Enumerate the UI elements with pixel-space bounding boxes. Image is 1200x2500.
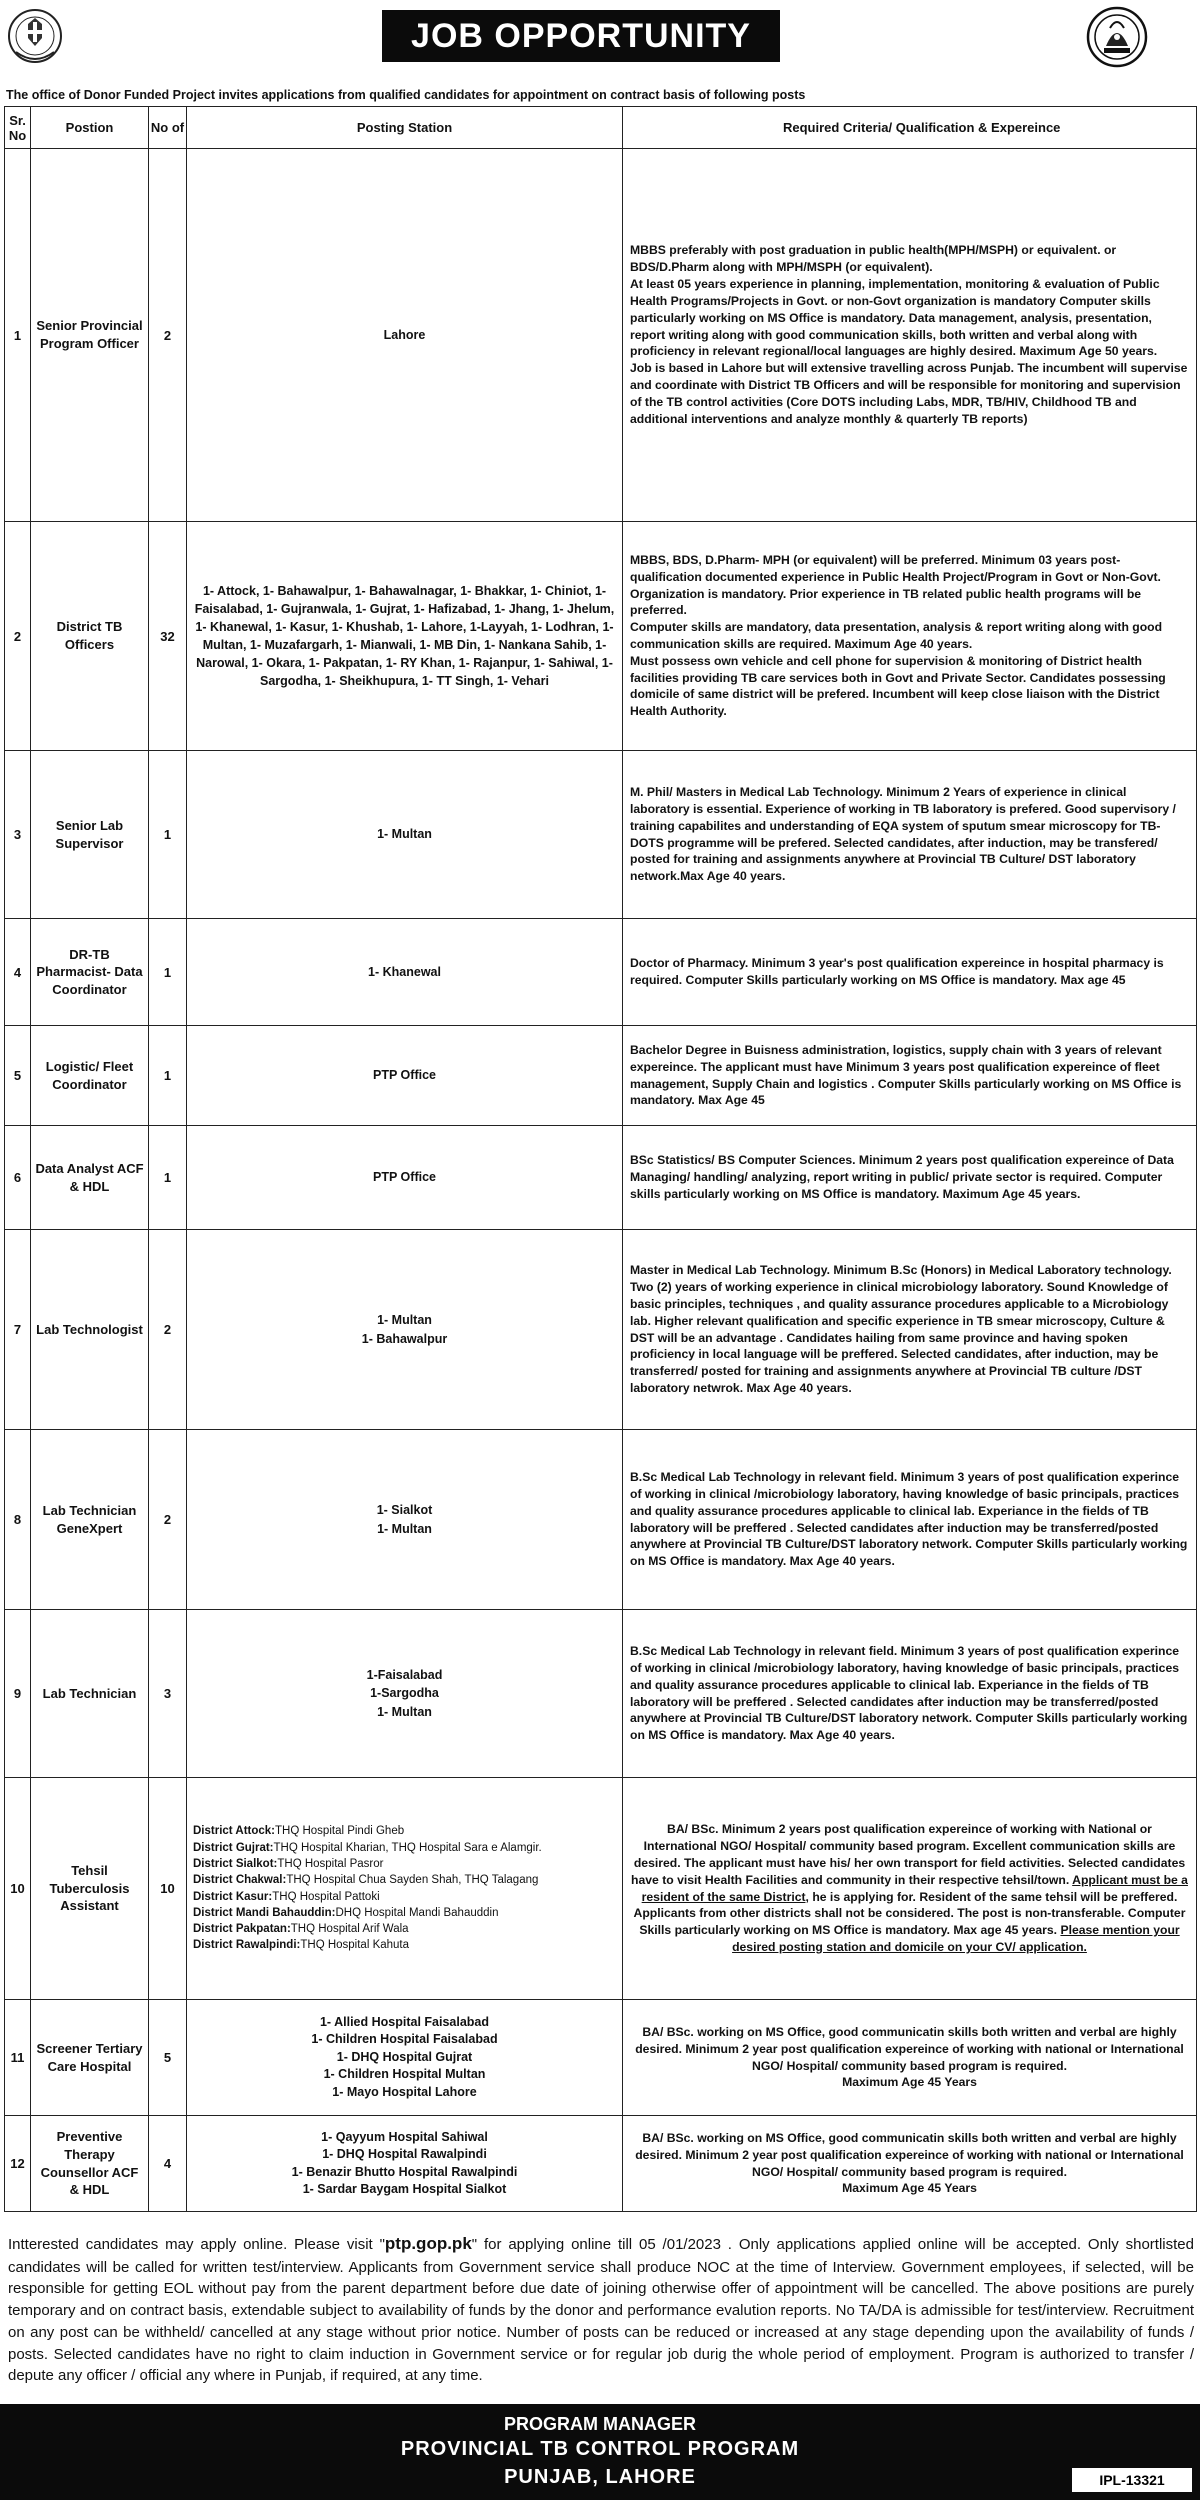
row-sr: 5 xyxy=(5,1026,31,1126)
station-line: 1- Multan xyxy=(377,1521,432,1536)
station-place: THQ Hospital Pindi Gheb xyxy=(275,1825,405,1838)
row-num-posts: 32 xyxy=(149,522,187,751)
row-num-posts: 5 xyxy=(149,2000,187,2116)
row-position: Senior Provincial Program Officer xyxy=(31,149,149,522)
apply-url-link[interactable]: ptp.gop.pk xyxy=(384,2234,472,2253)
instructions-text-after: " for applying online till 05 /01/2023 . Only applications applied online will be accepted. Only shortlisted candidates will be called for written test/interview. Applicants from Government service shall produce NOC at the time of Interview. Government employees, if selected, will be responsible for getting EOL without pay from the parent department before due date of joining otherwise offer of appointment will be cancelled. The above positions are purely temporary and on contract basis, extendable subject to availability of funds by the donor and performance evalution reports. No TA/DA is admissible for test/interview. Recruitment on any post can be withheld/ cancelled at any stage without prior notice. Number of posts can be reduced or increased at any stage depending upon the availability of funds / posts. Selected candidates have no right to claim induction in Government service or for regular job durig the whole period of employment. Program is authorized to transfer / depute any officer / official any where in Punjab, if required, at any time. xyxy=(8,2236,1194,2385)
row-sr: 1 xyxy=(5,149,31,522)
station-line: 1- Qayyum Hospital Sahiwal xyxy=(321,2129,488,2144)
table-row xyxy=(5,149,1197,522)
row-criteria xyxy=(623,751,1197,919)
row-num-posts: 1 xyxy=(149,919,187,1026)
station-item xyxy=(193,1823,616,1839)
tb-program-emblem-icon xyxy=(6,6,64,68)
row-station xyxy=(187,1778,623,2000)
row-position: Logistic/ Fleet Coordinator xyxy=(31,1026,149,1126)
station-line: 1- DHQ Hospital Rawalpindi xyxy=(322,2147,487,2161)
criteria-text: BA/ BSc. Minimum 2 years post qualification expereince of working with National or International NGO/ Hospital/ community based program. Excellent communication skills are desired. The applicant must have his/ her own transport for field activities. Selected candidates have to visit Health Facilities and community in their respective tehsil/town. xyxy=(631,1822,1186,1887)
row-sr: 3 xyxy=(5,751,31,919)
footer-program-name: PROVINCIAL TB CONTROL PROGRAM xyxy=(400,2438,800,2460)
footer-bar xyxy=(0,2404,1200,2500)
row-sr: 7 xyxy=(5,1230,31,1430)
row-criteria xyxy=(623,1126,1197,1230)
row-num-posts: 2 xyxy=(149,1230,187,1430)
station-district: District Attock: xyxy=(193,1825,275,1838)
row-station xyxy=(187,1230,623,1430)
station-district: District Chakwal: xyxy=(193,1874,287,1887)
station-item xyxy=(193,1840,616,1856)
row-criteria xyxy=(623,919,1197,1026)
station-line: 1- Multan xyxy=(377,1313,432,1328)
row-station xyxy=(187,1610,623,1778)
criteria-paragraph: B.Sc Medical Lab Technology in relevant field. Minimum 3 years of post qualification experince of working in clinical /microbiology laboratory, having knowledge of basic principals, practices and quality assurance procedures applicable to clinical lab. Experiance in the fields of TB laboratory will be preffered . Selected candidates after induction may be transferred/posted anywhere at Provincial TB Culture/DST laboratory network. Computer Skills particularly working on MS Office is mandatory. Max Age 40 years. xyxy=(630,1644,1188,1743)
row-num-posts: 2 xyxy=(149,149,187,522)
station-line: 1- Children Hospital Faisalabad xyxy=(311,2032,498,2047)
table-row xyxy=(5,751,1197,919)
station-item xyxy=(193,1937,616,1953)
row-criteria xyxy=(623,2116,1197,2212)
criteria-paragraph: MBBS preferably with post graduation in public health(MPH/MSPH) or equivalent. or BDS/D.Pharm along with MPH/MSPH (or equivalent). xyxy=(630,243,1117,275)
station-district: District Gujrat: xyxy=(193,1841,274,1854)
station-line: 1-Faisalabad xyxy=(366,1668,443,1683)
station-line: 1- Children Hospital Multan xyxy=(323,2067,486,2082)
row-sr: 2 xyxy=(5,522,31,751)
table-row xyxy=(5,2116,1197,2212)
row-sr: 10 xyxy=(5,1778,31,2000)
station-district: District Rawalpindi: xyxy=(193,1939,301,1952)
station-item xyxy=(193,1921,616,1937)
station-item xyxy=(193,1889,616,1905)
row-position: DR-TB Pharmacist- Data Coordinator xyxy=(31,919,149,1026)
intro-text: The office of Donor Funded Project invites applications from qualified candidates for appointment on contract basis of following posts xyxy=(6,88,806,102)
row-num-posts: 10 xyxy=(149,1778,187,2000)
row-sr: 8 xyxy=(5,1430,31,1610)
row-sr: 9 xyxy=(5,1610,31,1778)
row-num-posts: 4 xyxy=(149,2116,187,2212)
job-table xyxy=(4,106,1197,2212)
criteria-paragraph: BA/ BSc. working on MS Office, good communicatin skills both written and verbal are highly desired. Minimum 2 year post qualification expereince of working with national or International NGO/ Hospital/ community based program is required. xyxy=(635,2130,1184,2179)
station-item xyxy=(193,1856,616,1872)
table-row xyxy=(5,1610,1197,1778)
criteria-paragraph: Maximum Age 45 Years xyxy=(842,2181,977,2196)
station-district: District Kasur: xyxy=(193,1890,273,1903)
row-criteria xyxy=(623,1610,1197,1778)
row-position: Data Analyst ACF & HDL xyxy=(31,1126,149,1230)
row-position: Lab Technician xyxy=(31,1610,149,1778)
criteria-paragraph: BA/ BSc. working on MS Office, good communicatin skills both written and verbal are highly desired. Minimum 2 year post qualification expereince of working with national or International NGO/ Hospital/ community based program is required. xyxy=(635,2024,1184,2073)
row-criteria xyxy=(623,1230,1197,1430)
table-row xyxy=(5,1778,1197,2000)
station-district: District Mandi Bahauddin: xyxy=(193,1906,336,1919)
table-row xyxy=(5,1126,1197,1230)
application-instructions xyxy=(8,2232,1194,2387)
station-place: THQ Hospital Kharian, THQ Hospital Sara e Alamgir. xyxy=(273,1841,542,1854)
row-station xyxy=(187,2000,623,2116)
station-line: 1- Multan xyxy=(377,1704,432,1719)
station-district: District Pakpatan: xyxy=(193,1923,291,1936)
station-item xyxy=(193,1905,616,1921)
station-line: 1- Benazir Bhutto Hospital Rawalpindi xyxy=(291,2164,518,2179)
criteria-paragraph: B.Sc Medical Lab Technology in relevant field. Minimum 3 years of post qualification experince of working in clinical /microbiology laboratory, having knowledge of basic principals, practices and quality assurance procedures applicable to clinical lab. Experiance in the fields of TB laboratory will be preffered . Selected candidates after induction may be transferred/posted anywhere at Provincial TB Culture/DST laboratory network. Computer Skills particularly working on MS Office is mandatory. Max Age 40 years. xyxy=(630,1470,1188,1569)
table-row xyxy=(5,919,1197,1026)
row-position: Lab Technologist xyxy=(31,1230,149,1430)
row-criteria xyxy=(623,522,1197,751)
row-station xyxy=(187,2116,623,2212)
criteria-paragraph: Must possess own vehicle and cell phone for supervision & monitoring of District health facilities providing TB care services both in Govt and Private Sector. Candidates possessing domicile of same district will be prefered. Incumbent will keep close liaison with the District Health Authority. xyxy=(630,653,1166,719)
criteria-paragraph: Bachelor Degree in Buisness administration, logistics, supply chain with 3 years of relevant expereince. The applicant must have Minimum 3 years post qualification expereince of fleet management, Supply Chain and logistics . Computer Skills particularly working on MS Office is mandatory. Max Age 45 xyxy=(630,1042,1182,1108)
row-sr: 12 xyxy=(5,2116,31,2212)
criteria-paragraph: MBBS, BDS, D.Pharm- MPH (or equivalent) will be preferred. Minimum 03 years post-qualification documented experience in Public Health Project/Program in Govt or Non-Govt. Organization is mandatory. Prior experience in TB related public health programs will be preferred. xyxy=(630,552,1161,618)
station-place: THQ Hospital Pasror xyxy=(277,1857,384,1870)
row-num-posts: 3 xyxy=(149,1610,187,1778)
row-position: Preventive Therapy Counsellor ACF & HDL xyxy=(31,2116,149,2212)
criteria-application-note: Please mention your desired posting station and domicile on your CV/ application. xyxy=(732,1923,1180,1954)
row-sr: 6 xyxy=(5,1126,31,1230)
page-title: JOB OPPORTUNITY xyxy=(382,10,780,62)
footer-location: PUNJAB, LAHORE xyxy=(504,2466,696,2488)
row-station: PTP Office xyxy=(187,1126,623,1230)
table-row xyxy=(5,2000,1197,2116)
station-place: THQ Hospital Chua Sayden Shah, THQ Talagang xyxy=(286,1874,539,1887)
table-row xyxy=(5,1230,1197,1430)
criteria-residency-note: Applicant must be a resident of the same District, xyxy=(641,1872,1188,1904)
table-row xyxy=(5,1026,1197,1126)
row-criteria xyxy=(623,1026,1197,1126)
row-sr: 4 xyxy=(5,919,31,1026)
station-line: 1-Sargodha xyxy=(370,1686,439,1701)
col-header-position: Postion xyxy=(31,107,149,149)
station-place: THQ Hospital Pattoki xyxy=(272,1890,380,1903)
criteria-text: he is applying for. Resident of the same tehsil will be preffered. Applicants from other districts shall not be considered. The post is non-transferable. Computer Skills particularly working on MS Office is mandatory. Max age 45 years. xyxy=(633,1889,1186,1938)
row-position: Tehsil Tuberculosis Assistant xyxy=(31,1778,149,2000)
criteria-paragraph: Job is based in Lahore but will extensive travelling across Punjab. The incumbent will supervise and coordinate with District TB Officers and will be responsible for monitoring and supervision of the TB control activities (Core DOTS including Labs, MDR, TB/HIV, Childhood TB and additional interventions and analyze monthly & quarterly TB reports) xyxy=(630,361,1188,426)
row-num-posts: 1 xyxy=(149,751,187,919)
station-place: DHQ Hospital Mandi Bahauddin xyxy=(335,1906,499,1919)
criteria-paragraph: M. Phil/ Masters in Medical Lab Technology. Minimum 2 Years of experience in clinical laboratory is essential. Experience of working in TB laboratory is prefered. Good supervisory / training capabilites and understanding of EQA system of sputum smear microscopy for TB-DOTS programme will be prefered. Selected candidates, after induction, may be transfered/ posted for training and assignments anywhere at Provincial TB Culture/ DST laboratory network.Max Age 40 years. xyxy=(630,785,1176,884)
table-row xyxy=(5,1430,1197,1610)
station-line: 1- Mayo Hospital Lahore xyxy=(332,2084,477,2099)
row-num-posts: 1 xyxy=(149,1026,187,1126)
row-position: District TB Officers xyxy=(31,522,149,751)
row-sr: 11 xyxy=(5,2000,31,2116)
row-num-posts: 2 xyxy=(149,1430,187,1610)
col-header-num: No of xyxy=(149,107,187,149)
station-item xyxy=(193,1872,616,1888)
station-line: 1- Sialkot xyxy=(376,1503,433,1518)
row-position: Lab Technician GeneXpert xyxy=(31,1430,149,1610)
col-header-sr: Sr. No xyxy=(5,107,31,149)
station-line: 1- Sardar Baygam Hospital Sialkot xyxy=(302,2182,507,2196)
criteria-paragraph: Maximum Age 45 Years xyxy=(842,2075,977,2090)
punjab-government-seal-icon xyxy=(1086,6,1148,68)
station-place: THQ Hospital Kahuta xyxy=(300,1939,410,1952)
criteria-paragraph: Computer skills are mandatory, data presentation, analysis & report writing along with good communication skills are required. Maximum Age 40 years. xyxy=(630,620,1163,651)
row-station xyxy=(187,1430,623,1610)
row-station: Lahore xyxy=(187,149,623,522)
row-criteria xyxy=(623,1778,1197,2000)
footer-signatory-title: PROGRAM MANAGER xyxy=(504,2414,696,2434)
table-header-row xyxy=(5,107,1197,149)
row-station: 1- Attock, 1- Bahawalpur, 1- Bahawalnagar, 1- Bhakkar, 1- Chiniot, 1- Faisalabad, 1- Gujranwala, 1- Gujrat, 1- Hafizabad, 1- Jhang, 1- Jhelum, 1- Khanewal, 1- Kasur, 1- Khushab, 1- Lahore, 1-Layyah, 1- Lodhran, 1- Multan, 1- Muzafargarh, 1- Mianwali, 1- MB Din, 1- Nankana Sahib, 1- Narowal, 1- Okara, 1- Pakpatan, 1- RY Khan, 1- Rajanpur, 1- Sahiwal, 1- Sargodha, 1- Sheikhupura, 1- TT Singh, 1- Vehari xyxy=(187,522,623,751)
station-line: 1- Bahawalpur xyxy=(361,1331,448,1346)
col-header-criteria: Required Criteria/ Qualification & Expereince xyxy=(623,107,1197,149)
table-row xyxy=(5,522,1197,751)
instructions-text-before: Intterested candidates may apply online. Please visit " xyxy=(8,2236,385,2253)
row-position: Screener Tertiary Care Hospital xyxy=(31,2000,149,2116)
ipl-reference-badge: IPL-13321 xyxy=(1072,2468,1192,2492)
row-station: 1- Khanewal xyxy=(187,919,623,1026)
row-num-posts: 1 xyxy=(149,1126,187,1230)
row-criteria xyxy=(623,1430,1197,1610)
station-line: 1- DHQ Hospital Gujrat xyxy=(336,2049,473,2064)
station-place: THQ Hospital Arif Wala xyxy=(290,1923,409,1936)
row-criteria xyxy=(623,2000,1197,2116)
criteria-paragraph: BSc Statistics/ BS Computer Sciences. Minimum 2 years post qualification expereince of Data Managing/ handling/ analyzing, report writing in public/ private sector is required. Computer skills particularly working on MS Office is mandatory. Maximum Age 45 years. xyxy=(630,1153,1174,1201)
page-header xyxy=(0,0,1200,78)
col-header-station: Posting Station xyxy=(187,107,623,149)
row-criteria xyxy=(623,149,1197,522)
criteria-paragraph: Doctor of Pharmacy. Minimum 3 year's post qualification expereince in hospital pharmacy is required. Computer Skills particularly working on MS Office is mandatory. Max age 45 xyxy=(630,956,1164,987)
station-district: District Sialkot: xyxy=(193,1857,278,1870)
row-station: PTP Office xyxy=(187,1026,623,1126)
station-line: 1- Allied Hospital Faisalabad xyxy=(319,2014,490,2029)
row-station: 1- Multan xyxy=(187,751,623,919)
criteria-paragraph: Master in Medical Lab Technology. Minimum B.Sc (Honors) in Medical Laboratory technology. Two (2) years of working experience in clinical microbiology laboratory. Sound Knowledge of basic principles, techniques , and quality assurance procedures applicable to a Microbiology lab. Higher relevant qualification and specific experience in TB smear microscopy, Culture & DST will be an advantage . Candidates hailing from same province and having spoken proficiency in local language will be preffered. Selected candidates, after induction, may be transferred/ posted for training and assignments anywhere at Provincial TB culture /DST laboratory netwrok. Max Age 40 years. xyxy=(630,1263,1172,1395)
criteria-paragraph: At least 05 years experience in planning, implementation, monitoring & evaluation of Public Health Programs/Projects in Govt. or non-Govt organization is mandatory Computer skills particularly working on MS Office is mandatory. Data management, analysis, presentation, report writing along with good communication skills, both written and verbal along with proficiency in relevant regional/local languages are highly desired. Maximum Age 50 years. xyxy=(630,277,1160,359)
row-position: Senior Lab Supervisor xyxy=(31,751,149,919)
